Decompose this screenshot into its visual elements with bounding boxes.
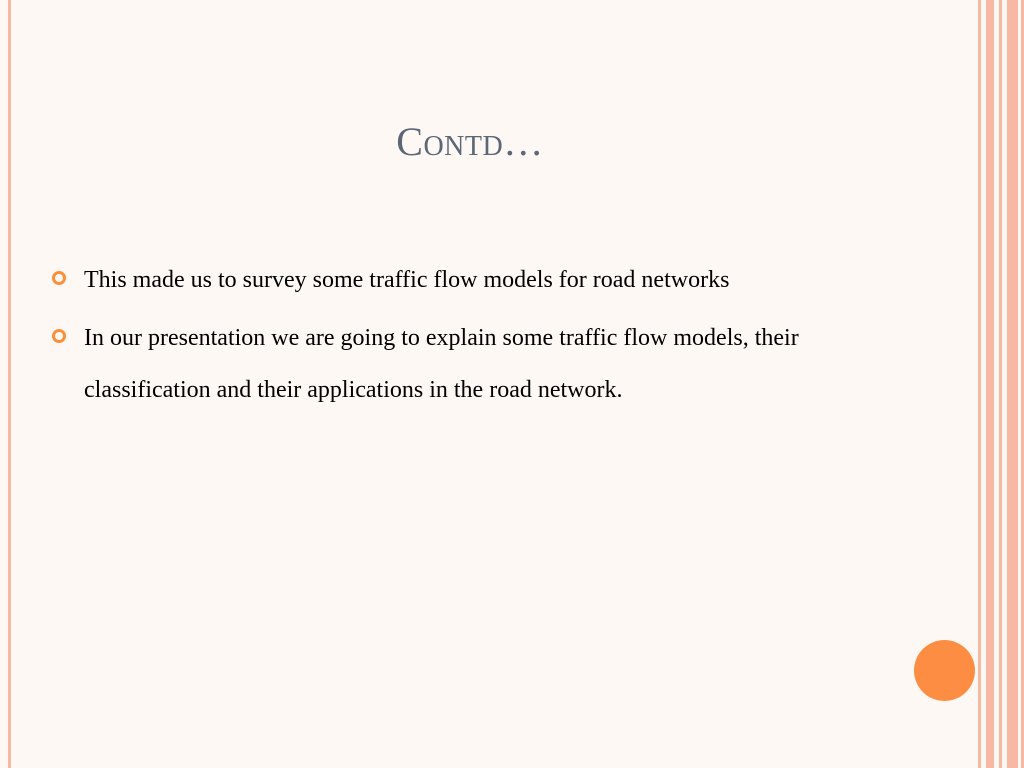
right-decorative-stripes [978, 0, 1024, 768]
bullet-item [52, 254, 912, 306]
stripe-2 [986, 0, 994, 768]
stripe-3 [999, 0, 1002, 768]
bullet-text: In our presentation we are going to explain some traffic flow models, their classification and their applications in the road network. [84, 325, 799, 403]
left-border-stripe [8, 0, 11, 768]
orange-circle-icon [914, 640, 975, 701]
stripe-4 [1007, 0, 1018, 768]
circle-bullet-icon [52, 271, 66, 285]
bullet-item [52, 312, 912, 416]
circle-bullet-icon [52, 329, 66, 343]
slide-title: Contd… [396, 119, 544, 164]
bullet-text: This made us to survey some traffic flow models for road networks [84, 267, 730, 293]
bullet-list [52, 254, 912, 422]
stripe-1 [978, 0, 981, 768]
